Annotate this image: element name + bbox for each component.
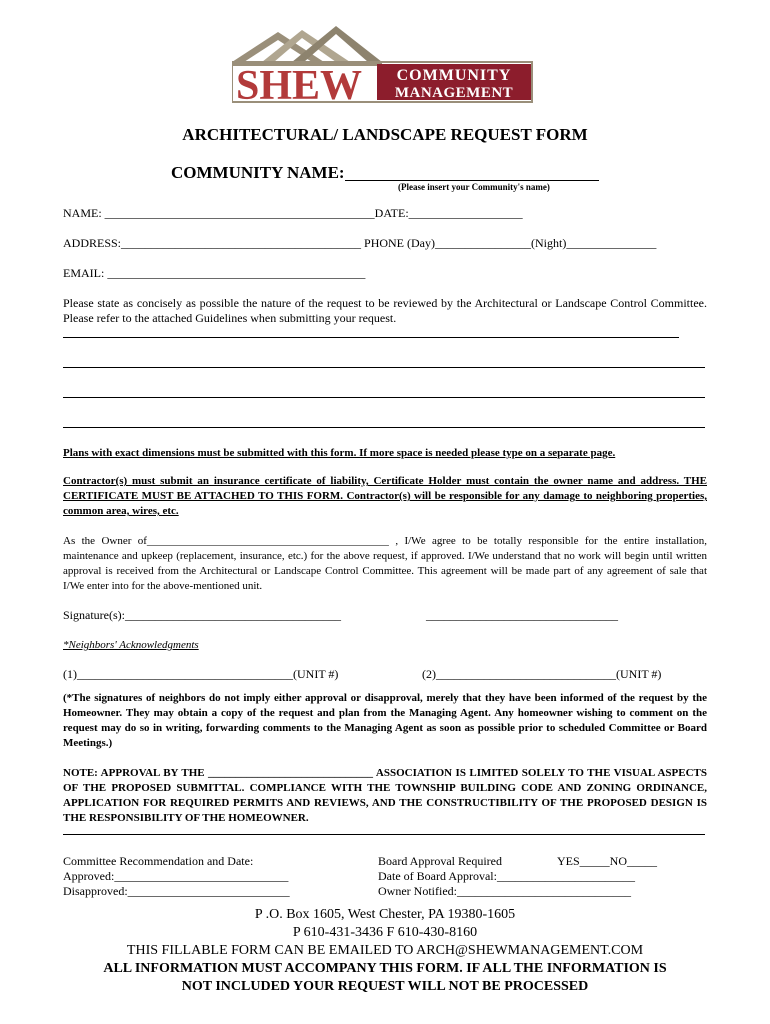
board-approval-required-label: Board Approval Required (378, 854, 502, 868)
address-phone-field[interactable]: ADDRESS:________________________________________ PHONE (Day)________________(Night)_______________ (63, 236, 657, 250)
signature-field[interactable]: Signature(s):____________________________________ (63, 608, 341, 622)
email-field[interactable]: EMAIL: ___________________________________________ (63, 266, 366, 280)
plans-notice: Plans with exact dimensions must be submitted with this form. If more space is needed please type on a separate page. (63, 447, 616, 459)
footer-email-line: THIS FILLABLE FORM CAN BE EMAILED TO ARCH@SHEWMANAGEMENT.COM (126, 943, 644, 958)
request-line-2[interactable] (63, 367, 705, 368)
approved-field[interactable]: Approved:_____________________________ (63, 869, 289, 883)
note-divider (63, 834, 705, 835)
neighbor-2-field[interactable]: (2)______________________________(UNIT #) (422, 667, 662, 681)
logo-brand-line1: COMMUNITY (396, 67, 512, 84)
request-line-3[interactable] (63, 397, 705, 398)
footer-warning-2: NOT INCLUDED YOUR REQUEST WILL NOT BE PROCESSED (181, 979, 589, 994)
community-name-label: COMMUNITY NAME: (171, 163, 345, 182)
footer-warning-1: ALL INFORMATION MUST ACCOMPANY THIS FORM. IF ALL THE INFORMATION IS (103, 961, 667, 976)
owner-notified-field[interactable]: Owner Notified:_____________________________ (378, 884, 631, 898)
community-name-note: (Please insert your Community's name) (398, 182, 550, 192)
request-line-4[interactable] (63, 427, 705, 428)
community-name-line[interactable] (345, 180, 599, 181)
contractor-notice: Contractor(s) must submit an insurance certificate of liability, Certificate Holder must contain the owner name and address. THE CERTIFICATE MUST BE ATTACHED TO THIS FORM. Contractor(s) will be responsible for any damage to neighboring properties, common area, wires, etc. (63, 475, 707, 517)
board-yes-no-field[interactable]: YES_____NO_____ (557, 854, 658, 868)
logo-brand-line2: MANAGEMENT (394, 85, 514, 101)
owner-agreement: As the Owner of____________________________________________ , I/We agree to be totally responsible for the entire installation, maintenance and upkeep (replacement, insurance, etc.) for the above request, if approved. I/We understand that no work will begin until written approval is received from the Architectural or Landscape Control Committee. This agreement will be made part of any agreement of sale that I/We enter into for the above-mentioned unit. (63, 535, 707, 592)
form-title: ARCHITECTURAL/ LANDSCAPE REQUEST FORM (182, 125, 588, 144)
second-signature-field[interactable]: ________________________________ (426, 608, 618, 622)
board-approval-date-field[interactable]: Date of Board Approval:_______________________ (378, 869, 635, 883)
disapproved-field[interactable]: Disapproved:___________________________ (63, 884, 290, 898)
logo-brand-word: SHEW (236, 63, 363, 104)
footer-phone: P 610-431-3436 F 610-430-8160 (292, 925, 478, 940)
request-line-1[interactable] (63, 337, 679, 338)
footer-address: P .O. Box 1605, West Chester, PA 19380-1605 (254, 907, 516, 922)
approval-note: NOTE: APPROVAL BY THE ______________________________ ASSOCIATION IS LIMITED SOLELY TO THE VISUAL ASPECTS OF THE PROPOSED SUBMITTAL. COMPLIANCE WITH THE TOWNSHIP BUILDING CODE AND ZONING ORDINANCE, APPLICATION FOR REQUIRED PERMITS AND REVIEWS, AND THE CONSTRUCTIBILITY OF THE PROPOSED DESIGN IS THE RESPONSIBILITY OF THE HOMEOWNER. (63, 767, 707, 824)
neighbors-heading: *Neighbors' Acknowledgments (63, 639, 199, 651)
name-date-field[interactable]: NAME: _____________________________________________DATE:___________________ (63, 206, 523, 220)
neighbor-1-field[interactable]: (1)____________________________________(UNIT #) (63, 667, 339, 681)
committee-recommendation-label: Committee Recommendation and Date: (63, 854, 254, 868)
neighbors-disclaimer: (*The signatures of neighbors do not imply either approval or disapproval, merely that they have been informed of the request by the Homeowner. They may obtain a copy of the request and plan from the Managing Agent. Any homeowner wishing to comment on the request may do so in writing, forwarding comments to the Managing Agent as soon as possible prior to scheduled Committee or Board Meetings.) (63, 692, 707, 749)
shew-community-management-logo (232, 26, 534, 104)
request-instructions: Please state as concisely as possible the nature of the request to be reviewed by the Architectural or Landscape Control Committee. Please refer to the attached Guidelines when submitting your request. (63, 296, 707, 325)
